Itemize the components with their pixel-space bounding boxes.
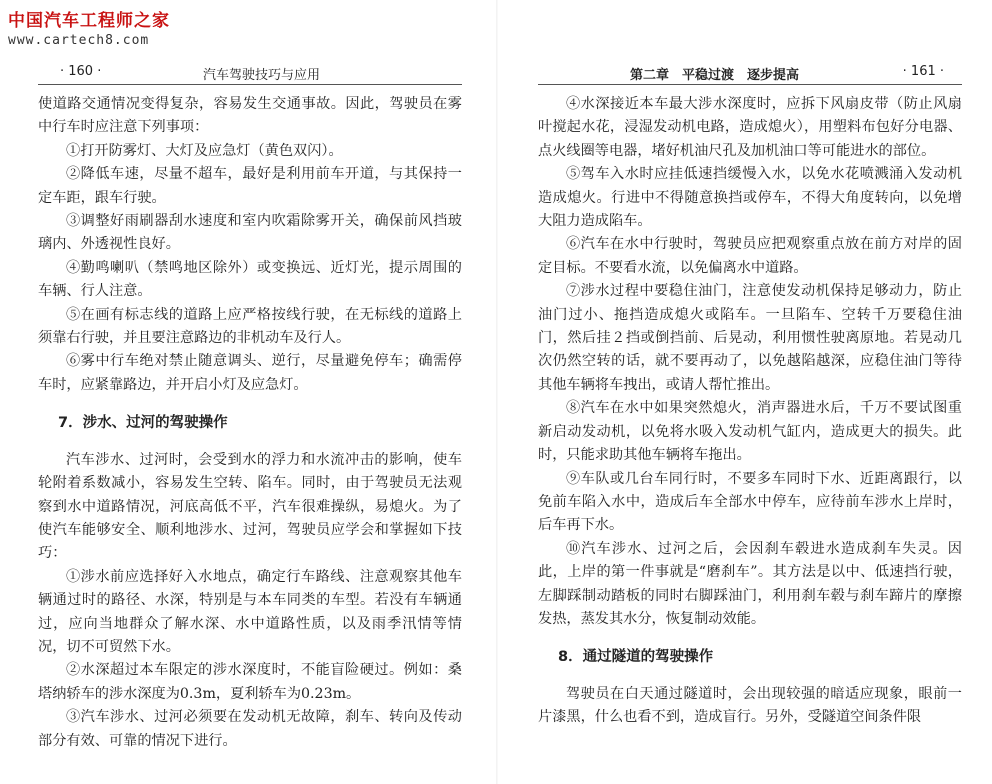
book-spine bbox=[496, 0, 498, 784]
left-page-content bbox=[38, 93, 462, 753]
section-heading-7: 7．涉水、过河的驾驶操作 bbox=[58, 415, 228, 432]
left-running-title: 汽车驾驶技巧与应用 bbox=[203, 68, 321, 83]
section-heading-8: 8．通过隧道的驾驶操作 bbox=[558, 649, 714, 666]
fog-item-4: ④勤鸣喇叭（禁鸣地区除外）或变换远、近灯光，提示周围的车辆、行人注意。 bbox=[38, 259, 462, 300]
paragraph-fog-intro: 使道路交通情况变得复杂，容易发生交通事故。因此，驾驶员在雾中行车时应注意下列事项： bbox=[38, 96, 462, 136]
paragraph-tunnel-intro: 驾驶员在白天通过隧道时，会出现较强的暗适应现象，眼前一片漆黑，什么也看不到，造成盲行。另外，受隧道空间条件限 bbox=[538, 685, 962, 726]
right-page bbox=[538, 60, 962, 730]
watermark-url: www.cartech8.com bbox=[8, 33, 150, 48]
water-item-2: ②水深超过本车限定的涉水深度时，不能盲险硬过。例如：桑塔纳轿车的涉水深度为0.3m，夏利轿车为0.23m。 bbox=[38, 662, 462, 702]
paragraph-water-intro: 汽车涉水、过河时，会受到水的浮力和水流冲击的影响，使车轮附着系数减小，容易发生空转、陷车。同时，由于驾驶员无法观察到水中道路情况，河底高低不平，汽车很难操纵，易熄火。为了使汽车能够安全、顺利地涉水、过河，驾驶员应学会和掌握如下技巧： bbox=[38, 451, 462, 562]
right-page-content bbox=[538, 93, 962, 730]
water-item-8: ⑧汽车在水中如果突然熄火，消声器进水后，千万不要试图重新启动发动机，以免将水吸入发动机气缸内，造成更大的损失。此时，只能求助其他车辆将车拖出。 bbox=[538, 400, 962, 464]
right-running-title: 第二章 平稳过渡 逐步提高 bbox=[630, 68, 800, 83]
water-item-10: ⑩汽车涉水、过河之后，会因刹车毂进水造成刹车失灵。因此，上岸的第一件事就是“磨刹车”。其方法是以中、低速挡行驶，左脚踩制动踏板的同时右脚踩油门，利用刹车毂与刹车蹄片的摩擦发热，蒸发其水分，恢复制动效能。 bbox=[538, 540, 962, 627]
water-item-9: ⑨车队或几台车同行时，不要多车同时下水、近距离跟行，以免前车陷入水中，造成后车全部水中停车，应待前车涉水上岸时，后车再下水。 bbox=[538, 470, 962, 534]
water-item-7: ⑦涉水过程中要稳住油门，注意使发动机保持足够动力，防止油门过小、拖挡造成熄火或陷车。一旦陷车、空转千万要稳住油门，然后挂２挡或倒挡前、后晃动，利用惯性驶离原地。若晃动几次仍然空转的话，就不要再动了，以免越陷越深，应稳住油门等待其他车辆将车拽出，或请人帮忙推出。 bbox=[538, 283, 962, 393]
fog-item-5: ⑤在画有标志线的道路上应严格按线行驶，在无标线的道路上须靠右行驶，并且要注意路边的非机动车及行人。 bbox=[38, 306, 462, 347]
right-page-header bbox=[538, 60, 962, 85]
water-item-1: ①涉水前应选择好入水地点，确定行车路线、注意观察其他车辆通过时的路径、水深，特别是与本车同类的车型。若没有车辆通过，应向当地群众了解水深、水中道路性质，以及雨季汛情等情况，切不可贸然下水。 bbox=[38, 568, 462, 655]
fog-item-2: ②降低车速，尽量不超车，最好是利用前车开道，与其保持一定车距，跟车行驶。 bbox=[38, 166, 462, 206]
fog-item-1: ①打开防雾灯、大灯及应急灯（黄色双闪）。 bbox=[66, 142, 343, 159]
left-page-number: · 160 · bbox=[60, 64, 102, 79]
watermark-site-name: 中国汽车工程师之家 bbox=[8, 11, 170, 31]
water-item-5: ⑤驾车入水时应挂低速挡缓慢入水，以免水花喷溅涌入发动机造成熄火。行进中不得随意换挡或停车，不得大角度转向，以免增大阻力造成陷车。 bbox=[538, 166, 962, 230]
water-item-4: ④水深接近本车最大涉水深度时，应拆下风扇皮带（防止风扇叶搅起水花，浸湿发动机电路，造成熄火），用塑料布包好分电器、点火线圈等电器，堵好机油尺孔及加机油口等可能进水的部位。 bbox=[538, 96, 962, 159]
water-item-6: ⑥汽车在水中行驶时，驾驶员应把观察重点放在前方对岸的固定目标。不要看水流，以免偏离水中道路。 bbox=[538, 236, 962, 276]
left-page bbox=[38, 60, 462, 753]
left-page-header bbox=[38, 60, 462, 85]
water-item-3: ③汽车涉水、过河必须要在发动机无故障，刹车、转向及传动部分有效、可靠的情况下进行。 bbox=[38, 709, 462, 749]
fog-item-6: ⑥雾中行车绝对禁止随意调头、逆行，尽量避免停车；确需停车时，应紧靠路边，并开启小灯及应急灯。 bbox=[38, 353, 462, 393]
site-watermark bbox=[8, 6, 170, 48]
right-page-number: · 161 · bbox=[902, 64, 944, 79]
fog-item-3: ③调整好雨刷器刮水速度和室内吹霜除雾开关，确保前风挡玻璃内、外透视性良好。 bbox=[38, 213, 462, 253]
